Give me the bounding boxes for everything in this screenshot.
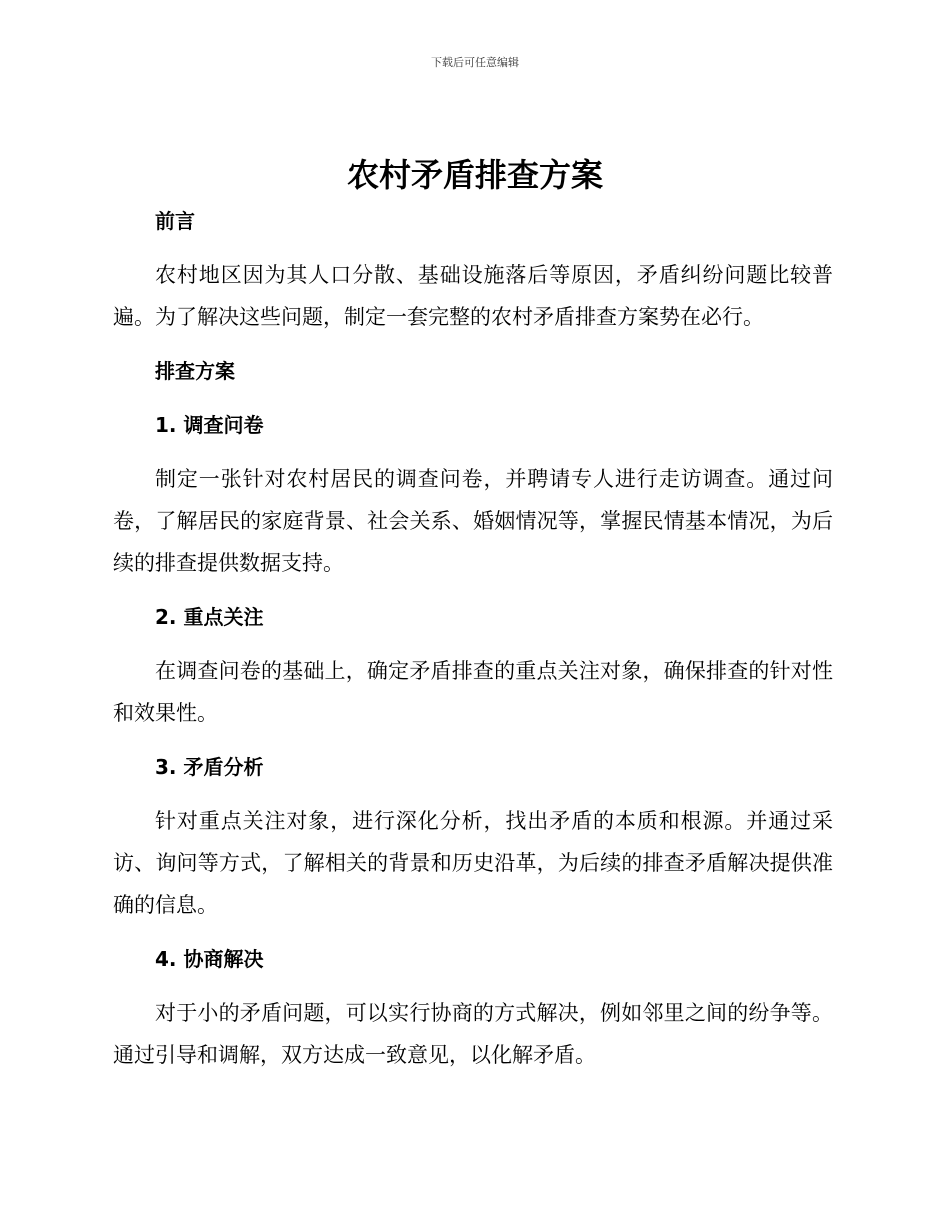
header-note: 下载后可任意编辑 — [431, 56, 519, 69]
section-heading-analysis: 3. 矛盾分析 — [155, 755, 264, 779]
section-heading-preface: 前言 — [155, 209, 195, 233]
section-heading-survey: 1. 调查问卷 — [155, 413, 264, 437]
section-heading-negotiation: 4. 协商解决 — [155, 947, 264, 971]
section-paragraph-focus: 在调查问卷的基础上，确定矛盾排查的重点关注对象，确保排查的针对性和效果性。 — [113, 659, 833, 725]
document-title: 农村矛盾排查方案 — [346, 156, 603, 194]
section-paragraph-analysis: 针对重点关注对象，进行深化分析，找出矛盾的本质和根源。并通过采访、询问等方式，了解相关的背景和历史沿革，为后续的排查矛盾解决提供准确的信息。 — [113, 809, 833, 917]
section-paragraph-survey: 制定一张针对农村居民的调查问卷，并聘请专人进行走访调查。通过问卷，了解居民的家庭背景、社会关系、婚姻情况等，掌握民情基本情况，为后续的排查提供数据支持。 — [113, 467, 833, 575]
section-paragraph-negotiation: 对于小的矛盾问题，可以实行协商的方式解决，例如邻里之间的纷争等。通过引导和调解，双方达成一致意见，以化解矛盾。 — [113, 1001, 833, 1067]
section-paragraph-preface: 农村地区因为其人口分散、基础设施落后等原因，矛盾纠纷问题比较普遍。为了解决这些问题，制定一套完整的农村矛盾排查方案势在必行。 — [113, 263, 833, 329]
section-heading-plan: 排查方案 — [155, 359, 235, 383]
section-heading-focus: 2. 重点关注 — [155, 605, 264, 629]
document-body — [113, 200, 833, 1076]
